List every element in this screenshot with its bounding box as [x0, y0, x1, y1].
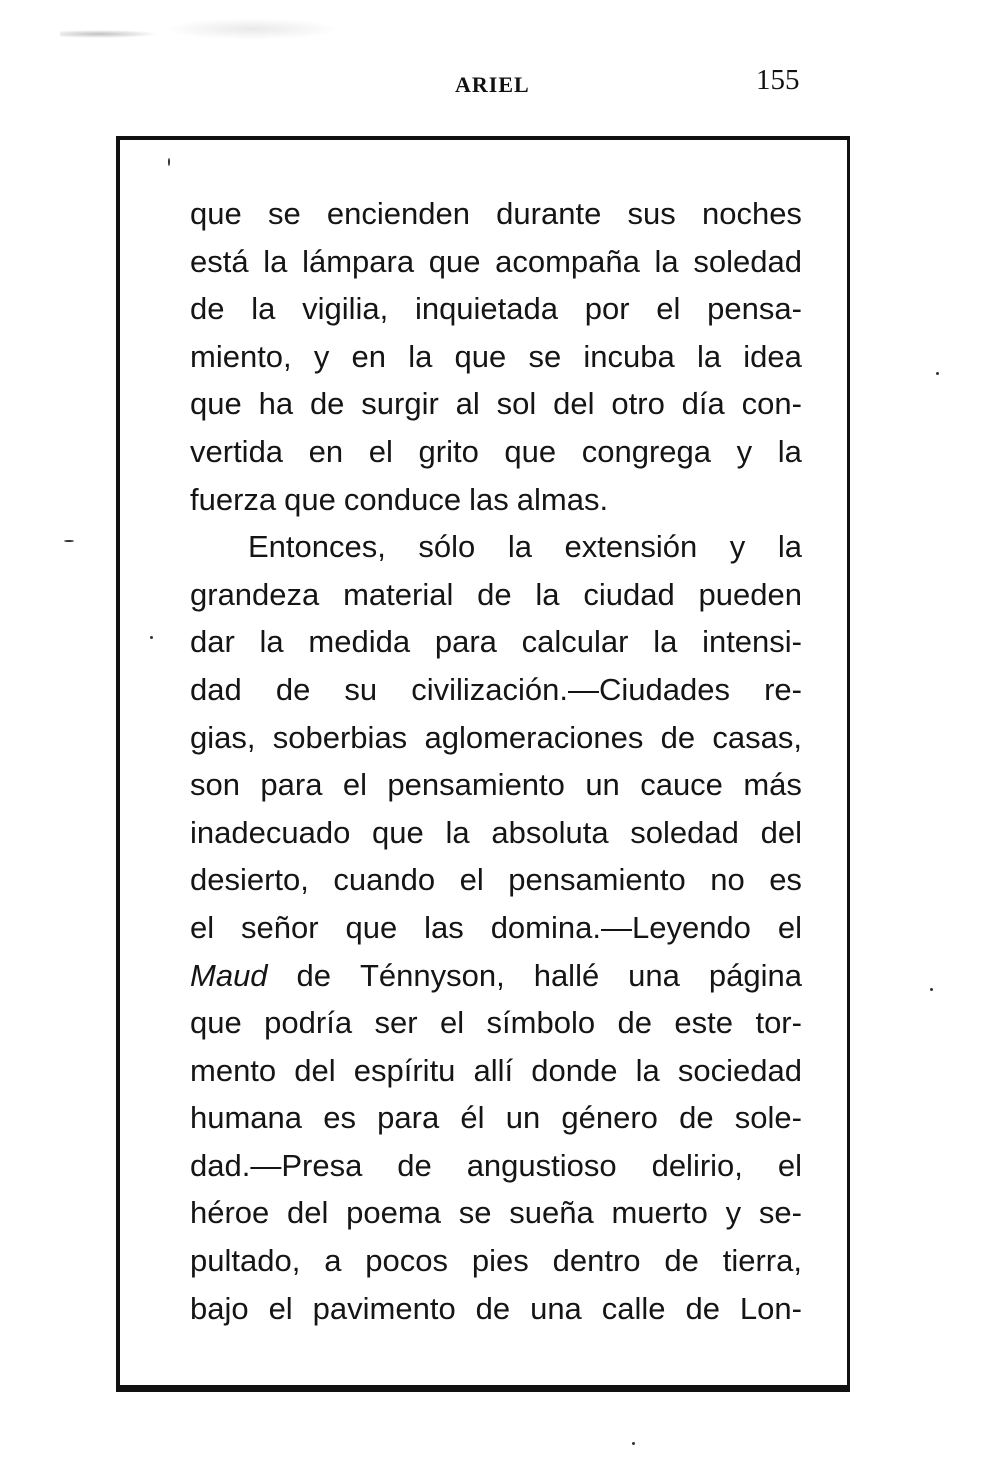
word: se — [458, 1195, 492, 1231]
word: la — [654, 243, 679, 279]
word: Maud — [190, 957, 268, 993]
word: la — [696, 338, 722, 374]
word: está — [190, 243, 249, 279]
word: almas. — [516, 481, 609, 517]
word: conduce — [343, 481, 462, 517]
word: día — [681, 386, 725, 422]
word: surgir — [361, 386, 439, 422]
word: para — [434, 624, 497, 660]
word: el — [777, 1147, 802, 1183]
word: la — [445, 814, 470, 850]
word: más — [743, 767, 802, 803]
word: casas, — [712, 719, 802, 755]
body-text — [190, 190, 802, 1332]
word: una — [530, 1290, 582, 1326]
word: grandeza — [190, 576, 320, 612]
word: el — [190, 909, 215, 945]
word: que — [428, 243, 481, 279]
word: sole- — [734, 1100, 802, 1136]
word: la — [507, 529, 532, 565]
text-line — [190, 1047, 802, 1095]
word: sociedad — [677, 1052, 802, 1088]
text-line — [190, 952, 802, 1000]
word: se — [528, 338, 562, 374]
word: la — [259, 624, 284, 660]
word: género — [561, 1100, 658, 1136]
text-line — [190, 1285, 802, 1333]
word: la — [263, 243, 288, 279]
word: acompaña — [495, 243, 640, 279]
word: pensamiento — [387, 767, 565, 803]
text-line — [190, 571, 802, 619]
word: encienden — [326, 196, 470, 231]
text-line — [190, 190, 802, 238]
word: ciudad — [583, 576, 675, 612]
word: intensi- — [702, 624, 802, 660]
word: que — [284, 481, 336, 517]
word: página — [708, 957, 802, 993]
word: en — [351, 338, 387, 374]
text-line — [190, 428, 802, 476]
text-line — [190, 1094, 802, 1142]
word: una — [628, 957, 680, 993]
word: que — [190, 386, 242, 422]
word: y — [736, 433, 753, 469]
word: dar — [190, 624, 235, 660]
text-line — [190, 523, 802, 571]
running-head: ARIEL — [455, 72, 530, 97]
word: Ténnyson, — [359, 957, 505, 993]
word: para — [260, 767, 323, 803]
text-line — [190, 238, 802, 286]
word: de — [617, 1005, 652, 1041]
scan-speck — [150, 636, 153, 639]
word: la — [777, 529, 802, 565]
word: héroe — [190, 1195, 270, 1231]
word: ser — [374, 1005, 418, 1041]
word: por — [584, 291, 630, 327]
word: durante — [496, 196, 602, 231]
word: vertida — [190, 433, 284, 469]
word: calle — [601, 1290, 666, 1326]
word: pensamiento — [508, 862, 686, 898]
word: mento — [190, 1052, 277, 1088]
word: bajo — [190, 1290, 249, 1326]
word: el — [777, 909, 802, 945]
text-line — [190, 714, 802, 762]
word: de — [309, 386, 345, 422]
word: que — [504, 433, 557, 469]
word: miento, — [190, 338, 292, 374]
word: son — [190, 767, 240, 803]
word: su — [344, 671, 378, 707]
word: humana — [190, 1100, 303, 1136]
word: él — [460, 1100, 485, 1136]
text-line — [190, 1189, 802, 1237]
word: dad.—Presa — [190, 1147, 363, 1183]
word: este — [674, 1005, 734, 1041]
word: espíritu — [353, 1052, 456, 1088]
text-line — [190, 761, 802, 809]
word: señor — [241, 909, 319, 945]
word: congrega — [581, 433, 712, 469]
text-line — [190, 809, 802, 857]
scan-speck — [64, 540, 74, 542]
word: pultado, — [190, 1243, 301, 1279]
word: Lon- — [739, 1290, 802, 1326]
word: que — [372, 814, 424, 850]
scan-speck — [936, 372, 939, 375]
word: el — [368, 433, 393, 469]
word: desierto, — [190, 862, 309, 898]
scan-speck — [930, 988, 933, 991]
word: la — [251, 291, 276, 327]
word: de — [190, 291, 225, 327]
word: un — [505, 1100, 541, 1136]
word: de — [477, 576, 512, 612]
word: delirio, — [651, 1147, 743, 1183]
word: de — [296, 957, 331, 993]
text-line — [190, 999, 802, 1047]
word: que — [190, 196, 242, 231]
word: no — [710, 862, 745, 898]
word: domina.—Leyendo — [490, 909, 751, 945]
word: grito — [418, 433, 479, 469]
word: re- — [764, 671, 802, 707]
word: y — [729, 529, 746, 565]
word: sus — [627, 196, 676, 231]
word: donde — [531, 1052, 618, 1088]
word: civilización.—Ciudades — [411, 671, 730, 707]
word: el — [268, 1290, 293, 1326]
word: de — [664, 1243, 699, 1279]
word: cuando — [333, 862, 436, 898]
word: de — [275, 671, 311, 707]
word: inadecuado — [190, 814, 351, 850]
word: y — [313, 338, 330, 374]
word: sólo — [418, 529, 476, 565]
word: la — [653, 624, 678, 660]
text-line — [190, 1142, 802, 1190]
word: inquietada — [414, 291, 559, 327]
word: pavimento — [312, 1290, 456, 1326]
word: podría — [264, 1005, 353, 1041]
word: la — [408, 338, 433, 374]
word: muerto — [611, 1195, 708, 1231]
word: las — [424, 909, 464, 945]
word: otro — [611, 386, 665, 422]
word: de — [475, 1290, 511, 1326]
text-line — [190, 333, 802, 381]
word: soberbias — [272, 719, 408, 755]
word: la — [777, 433, 802, 469]
page-number: 155 — [756, 64, 800, 96]
text-line — [190, 618, 802, 666]
word: ha — [258, 386, 294, 422]
word: de — [685, 1290, 720, 1326]
word: calcular — [521, 624, 629, 660]
word: que — [454, 338, 507, 374]
word: de — [679, 1100, 714, 1136]
word: tierra, — [722, 1243, 802, 1279]
word: símbolo — [486, 1005, 596, 1041]
word: el — [656, 291, 681, 327]
word: pocos — [365, 1243, 449, 1279]
word: en — [308, 433, 344, 469]
word: el — [342, 767, 367, 803]
word: del — [760, 814, 802, 850]
word: Entonces, — [248, 529, 386, 565]
text-line — [190, 856, 802, 904]
word: sueña — [509, 1195, 594, 1231]
word: lámpara — [302, 243, 415, 279]
word: extensión — [564, 529, 698, 565]
word: que — [345, 909, 398, 945]
word: se — [267, 196, 301, 231]
word: absoluta — [491, 814, 609, 850]
word: vigilia, — [302, 291, 389, 327]
word: medida — [308, 624, 411, 660]
word: cauce — [640, 767, 723, 803]
word: fuerza — [190, 481, 277, 517]
word: sol — [496, 386, 537, 422]
word: poema — [346, 1195, 441, 1231]
word: pueden — [698, 576, 802, 612]
word: idea — [743, 338, 802, 374]
text-line — [190, 904, 802, 952]
word: y — [725, 1195, 742, 1231]
word: dentro — [552, 1243, 641, 1279]
word: pies — [471, 1243, 529, 1279]
word: allí — [473, 1052, 514, 1088]
word: la — [535, 576, 560, 612]
word: gias, — [190, 719, 256, 755]
text-line — [190, 666, 802, 714]
scan-speck — [632, 1442, 635, 1445]
word: es — [769, 862, 802, 898]
word: soledad — [693, 243, 802, 279]
word: la — [635, 1052, 660, 1088]
word: que — [190, 1005, 242, 1041]
word: tor- — [755, 1005, 802, 1041]
text-line — [190, 380, 802, 428]
word: se- — [758, 1195, 802, 1231]
word: a — [324, 1243, 342, 1279]
word: noches — [701, 196, 802, 231]
word: es — [323, 1100, 356, 1136]
word: de — [397, 1147, 432, 1183]
word: el — [459, 862, 484, 898]
word: las — [469, 481, 509, 517]
word: soledad — [630, 814, 739, 850]
word: al — [455, 386, 480, 422]
word: angustioso — [466, 1147, 617, 1183]
text-line — [190, 476, 802, 524]
word: el — [439, 1005, 465, 1041]
word: pensa- — [707, 291, 802, 327]
word: un — [585, 767, 620, 803]
text-line — [190, 285, 802, 333]
word: incuba — [583, 338, 675, 374]
scan-speck — [168, 158, 170, 166]
text-line — [190, 1237, 802, 1285]
word: para — [377, 1100, 440, 1136]
page-header — [0, 64, 1000, 104]
word: dad — [190, 671, 242, 707]
word: hallé — [533, 957, 600, 993]
word: de — [660, 719, 696, 755]
word: con- — [741, 386, 802, 422]
word: material — [343, 576, 454, 612]
word: del — [553, 386, 595, 422]
word: aglomeraciones — [424, 719, 644, 755]
word: del — [294, 1052, 336, 1088]
word: del — [287, 1195, 329, 1231]
scan-smudge — [60, 14, 540, 64]
